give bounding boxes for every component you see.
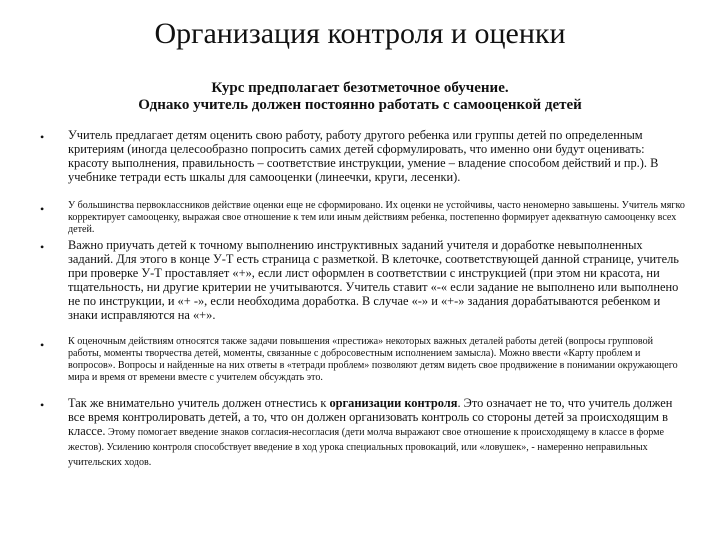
bullet-text: Важно приучать детей к точному выполнению инструктивных заданий учителя и доработке невыполненных заданий. Для этого в конце У-Т есть страница с разметкой. В клеточке, соответствующей данной странице, учитель при проверке У-Т проставляет «+», если лист оформлен в соответствии с инструкцией (при этом ни красота, ни тщательность, ни другие критерии не учитываются. Учитель ставит «-« если задание не выполнено или выполнено не по инструкции, и «+ -», если необходима доработка. В случае «-» и «+-» задания дорабатываются ребенком и знаки исправляются на «+». [68, 238, 679, 323]
bullet-text [68, 396, 688, 469]
bullet-text: Учитель предлагает детям оценить свою работу, работу другого ребенка или группы детей по определенным критериям (иногда целесообразно попросить самих детей сформулировать, что именно они будут оценивать: красоту выполнения, правильность – соответствие инструкции, умение – владение способом действий и пр.). В учебнике тетради есть шкалы для самооценки (линеечки, круги, лесенки). [68, 128, 659, 185]
subtitle-line-2: Однако учитель должен постоянно работать с самооценкой детей [138, 97, 582, 113]
bullet-text-small: Этому помогает введение знаков согласия-несогласия (дети молча выражают свое отношение к происходящему в классе в форме жестов). Усилению контроля способствует введение в ход урока специальных провокаций, или «ловушек», - намеренно неправильных учительских ходов. [68, 427, 665, 469]
bullet-icon: • [40, 240, 45, 254]
bullet-icon: • [40, 202, 45, 216]
bullet-text-bold: организации контроля [329, 396, 458, 410]
subtitle-line-1: Курс предполагает безотметочное обучение. [211, 80, 509, 96]
bullet-text: У большинства первоклассников действие оценки еще не сформировано. Их оценки не устойчивы, часто неномерно завышены. Учитель мягко корректирует самооценку, выражая свое отношение к тем или иным действиям ребенка, постепенно формирует адекватную самооценку всех детей. [68, 200, 685, 236]
bullet-text-tail: . Это означает не то, что учитель должен все время контролировать детей, а то, что он должен организовать контроль со стороны детей за происходящим в классе. [68, 396, 673, 439]
bullet-icon: • [40, 338, 45, 352]
bullet-icon: • [40, 130, 45, 144]
bullet-text: К оценочным действиям относятся также задачи повышения «престижа» некоторых важных деталей работы детей (вопросы групповой работы, моменты творчества детей, моменты, связанные с добросовестным исполнением замысла). Можно ввести «Карту проблем и вопросов». Вопросы и найденные на них ответы в «тетради проблем» позволяют детям видеть свое продвижение в понимании окружающего мира и время от времени вместе с учителем обсуждать это. [68, 336, 678, 384]
bullet-icon: • [40, 398, 45, 412]
bullet-text-lead: Так же внимательно учитель должен отнестись к [68, 396, 330, 410]
slide-title: Организация контроля и оценки [154, 17, 566, 50]
